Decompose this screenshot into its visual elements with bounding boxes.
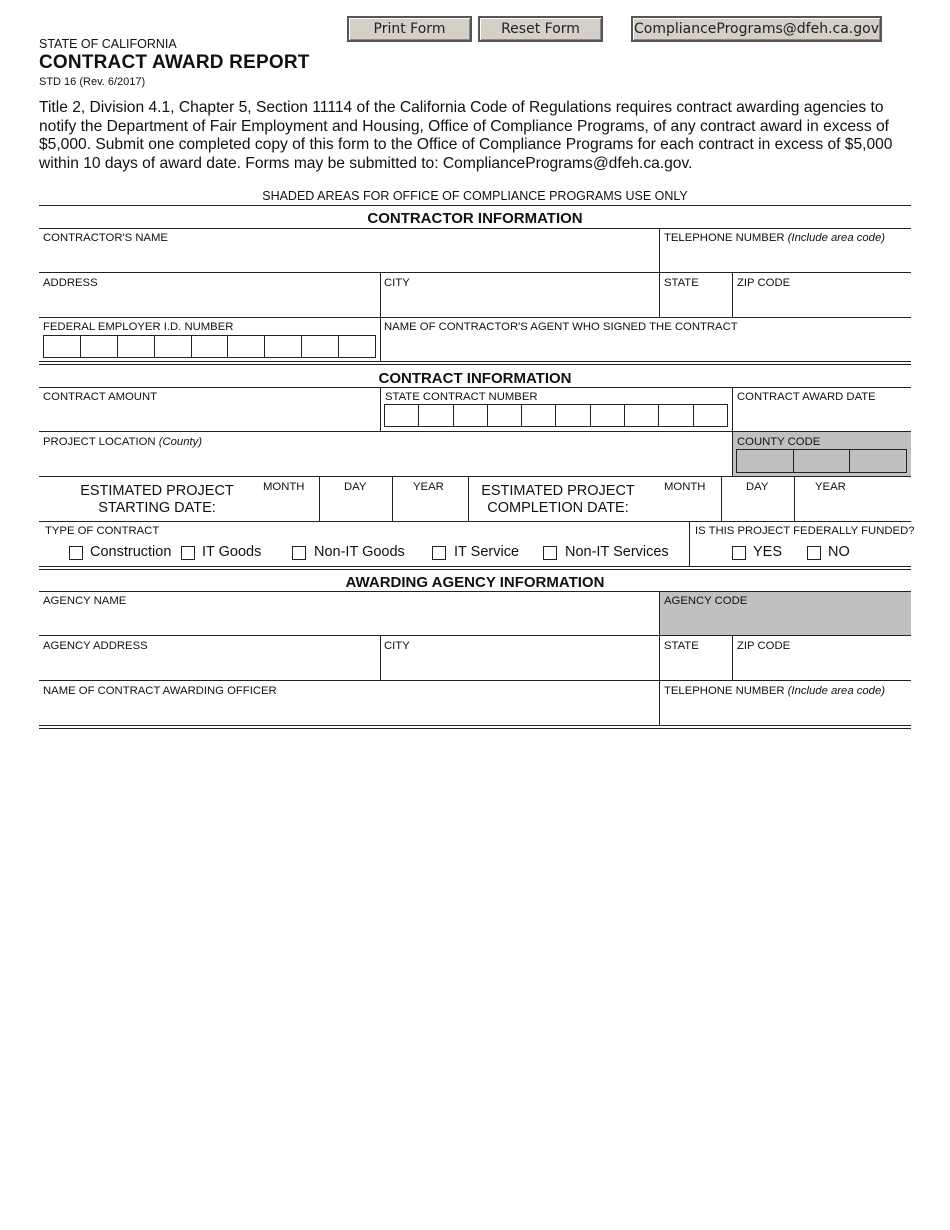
start-month-label: MONTH <box>263 481 305 493</box>
agency-zip-label: ZIP CODE <box>737 640 791 652</box>
federal-no-checkbox[interactable] <box>807 546 821 560</box>
federal-yes-checkbox[interactable] <box>732 546 746 560</box>
it-service-checkbox[interactable] <box>432 546 446 560</box>
completion-month-label: MONTH <box>664 481 706 493</box>
contractor-address-field[interactable] <box>40 272 379 316</box>
agency-city-field[interactable] <box>382 635 658 679</box>
divider <box>319 476 320 521</box>
agency-address-field[interactable] <box>40 635 379 679</box>
agent-name-field[interactable] <box>382 334 910 360</box>
agency-name-label: AGENCY NAME <box>43 595 127 607</box>
contractor-name-label: CONTRACTOR'S NAME <box>43 232 168 244</box>
divider <box>39 569 911 570</box>
contractor-name-field[interactable] <box>40 228 658 272</box>
contract-amount-label: CONTRACT AMOUNT <box>43 391 158 403</box>
agency-address-label: AGENCY ADDRESS <box>43 640 148 652</box>
contractor-phone-field[interactable] <box>661 228 911 272</box>
divider <box>732 635 733 680</box>
contractor-phone-label: TELEPHONE NUMBER (Include area code) <box>664 232 886 244</box>
contractor-state-label: STATE <box>664 277 699 289</box>
fein-label: FEDERAL EMPLOYER I.D. NUMBER <box>43 321 234 333</box>
divider <box>39 566 911 567</box>
agency-phone-label: TELEPHONE NUMBER (Include area code) <box>664 685 886 697</box>
contractor-section-title: CONTRACTOR INFORMATION <box>367 210 583 227</box>
contractor-city-field[interactable] <box>382 272 658 316</box>
divider <box>380 387 381 432</box>
contract-amount-field[interactable] <box>40 387 379 431</box>
start-day-label: DAY <box>344 481 367 493</box>
agency-phone-field[interactable] <box>661 680 911 724</box>
non-it-services-checkbox[interactable] <box>543 546 557 560</box>
state-contract-number-input[interactable] <box>384 404 728 427</box>
divider <box>39 317 911 318</box>
divider <box>659 272 660 317</box>
divider <box>732 272 733 317</box>
agency-name-field[interactable] <box>40 591 658 635</box>
contract-award-date-field[interactable] <box>734 387 911 431</box>
project-location-label: PROJECT LOCATION (County) <box>43 436 203 448</box>
contractor-city-label: CITY <box>384 277 410 289</box>
construction-checkbox[interactable] <box>69 546 83 560</box>
it-goods-label: IT Goods <box>202 544 262 560</box>
agency-state-field[interactable] <box>661 635 731 679</box>
divider <box>392 476 393 521</box>
it-goods-checkbox[interactable] <box>181 546 195 560</box>
completion-day-field[interactable] <box>723 477 793 520</box>
start-year-label: YEAR <box>413 481 444 493</box>
completion-year-label: YEAR <box>815 481 846 493</box>
federal-yes-label: YES <box>753 544 783 560</box>
fein-input[interactable] <box>43 335 376 358</box>
agency-city-label: CITY <box>384 640 410 652</box>
divider <box>39 205 911 206</box>
agency-code-label: AGENCY CODE <box>664 595 748 607</box>
start-month-field[interactable] <box>252 494 318 520</box>
contractor-zip-label: ZIP CODE <box>737 277 791 289</box>
form-id: STD 16 (Rev. 6/2017) <box>39 76 146 88</box>
contractor-address-label: ADDRESS <box>43 277 98 289</box>
divider <box>659 228 660 273</box>
divider <box>689 521 690 566</box>
shaded-areas-note: SHADED AREAS FOR OFFICE OF COMPLIANCE PROGRAMS USE ONLY <box>262 189 688 203</box>
contractor-state-field[interactable] <box>661 272 731 316</box>
divider <box>39 364 911 365</box>
agent-name-label: NAME OF CONTRACTOR'S AGENT WHO SIGNED THE CONTRACT <box>384 321 738 333</box>
divider <box>39 361 911 362</box>
contract-award-date-label: CONTRACT AWARD DATE <box>737 391 876 403</box>
start-day-field[interactable] <box>321 477 391 520</box>
county-code-label: COUNTY CODE <box>737 436 821 448</box>
it-service-label: IT Service <box>454 544 520 560</box>
divider <box>39 728 911 729</box>
start-year-field[interactable] <box>394 477 467 520</box>
completion-month-field[interactable] <box>652 494 720 520</box>
state-contract-number-label: STATE CONTRACT NUMBER <box>385 391 538 403</box>
divider <box>721 476 722 521</box>
intro-paragraph: Title 2, Division 4.1, Chapter 5, Section 11114 of the California Code of Regulations requires contract awarding agencies to notify the Department of Fair Employment and Housing, Office of Compliance Programs, of any contract award in excess of $5,000. Submit one completed copy of this form to the Office of Compliance Programs for each contract in excess of $5,000 within 10 days of award date. Forms may be submitted to: CompliancePrograms@dfeh.ca.gov. <box>39 99 893 172</box>
email-submit-button[interactable]: CompliancePrograms@dfeh.ca.gov <box>631 16 882 42</box>
divider <box>39 725 911 726</box>
non-it-services-label: Non-IT Services <box>565 544 669 560</box>
federal-no-label: NO <box>828 544 850 560</box>
divider <box>468 476 469 521</box>
completion-day-label: DAY <box>746 481 769 493</box>
estimated-completion-label: ESTIMATED PROJECT COMPLETION DATE: <box>481 483 635 516</box>
print-form-button[interactable]: Print Form <box>347 16 472 42</box>
estimated-start-label: ESTIMATED PROJECT STARTING DATE: <box>80 483 234 516</box>
federally-funded-label: IS THIS PROJECT FEDERALLY FUNDED? <box>695 525 915 537</box>
agency-zip-field[interactable] <box>734 635 911 679</box>
reset-form-button[interactable]: Reset Form <box>478 16 603 42</box>
type-of-contract-label: TYPE OF CONTRACT <box>45 525 160 537</box>
county-code-input[interactable] <box>736 449 907 473</box>
non-it-goods-checkbox[interactable] <box>292 546 306 560</box>
page-title: CONTRACT AWARD REPORT <box>39 52 310 73</box>
awarding-officer-field[interactable] <box>40 680 658 724</box>
project-location-field[interactable] <box>40 431 730 476</box>
divider <box>39 521 911 522</box>
agency-section-title: AWARDING AGENCY INFORMATION <box>345 574 605 591</box>
agency-state-label: STATE <box>664 640 699 652</box>
divider <box>794 476 795 521</box>
awarding-officer-label: NAME OF CONTRACT AWARDING OFFICER <box>43 685 277 697</box>
completion-year-field[interactable] <box>796 477 911 520</box>
state-of-california-label: STATE OF CALIFORNIA <box>39 37 177 51</box>
non-it-goods-label: Non-IT Goods <box>314 544 405 560</box>
contractor-zip-field[interactable] <box>734 272 911 316</box>
construction-label: Construction <box>90 544 172 560</box>
contract-section-title: CONTRACT INFORMATION <box>378 370 572 387</box>
divider <box>380 635 381 680</box>
